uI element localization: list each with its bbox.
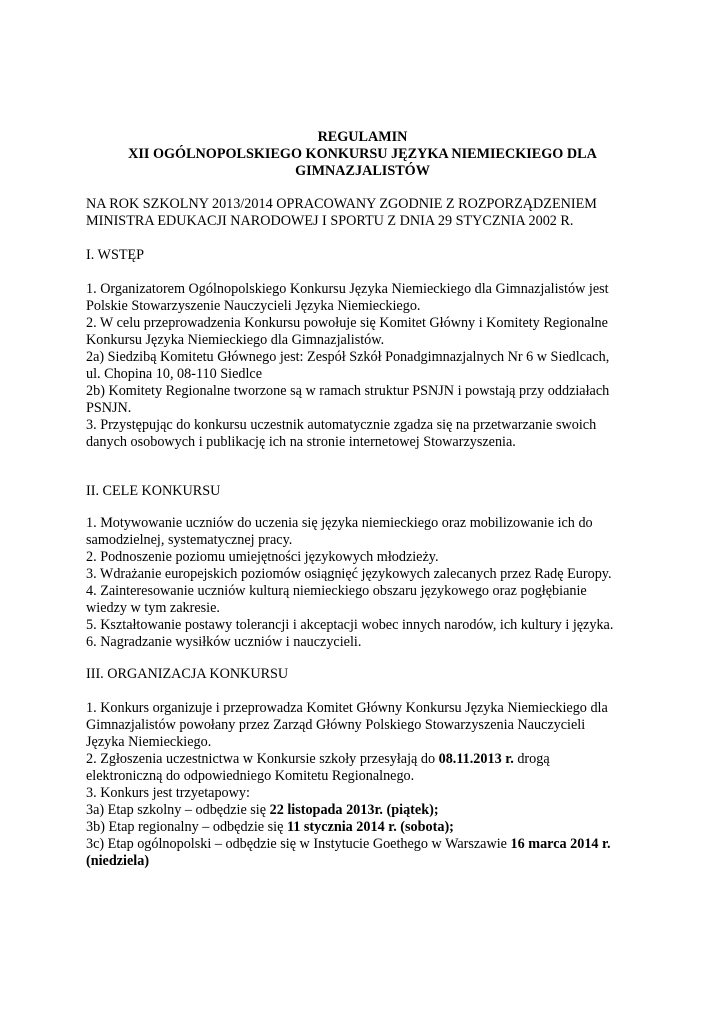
section-1-line: 2b) Komitety Regionalne tworzone są w ramach struktur PSNJN i powstają przy oddziałach [86, 383, 610, 399]
section-3-line: Gimnazjalistów powołany przez Zarząd Główny Polskiego Stowarzyszenia Nauczycieli [86, 717, 586, 733]
section-1-line: ul. Chopina 10, 08-110 Siedlce [86, 366, 263, 382]
registration-deadline: 08.11.2013 r. [438, 751, 514, 767]
title-line-2: XII OGÓLNOPOLSKIEGO KONKURSU JĘZYKA NIEMIECKIEGO DLA [128, 146, 597, 162]
section-2-line: 3. Wdrażanie europejskich poziomów osiągnięć językowych zalecanych przez Radę Europy. [86, 566, 612, 582]
section-3-body [86, 700, 646, 870]
section-3-line: elektroniczną do odpowiedniego Komitetu Regionalnego. [86, 768, 415, 784]
section-2-line: 1. Motywowanie uczniów do uczenia się języka niemieckiego oraz mobilizowanie ich do [86, 515, 593, 531]
section-1-line: 3. Przystępując do konkursu uczestnik automatycznie zgadza się na przetwarzanie swoich [86, 417, 597, 433]
stage-school-line: 3a) Etap szkolny – odbędzie się 22 listopada 2013r. (piątek); [86, 802, 439, 818]
document-title [86, 129, 639, 180]
section-1-line: 2. W celu przeprowadzenia Konkursu powołuje się Komitet Główny i Komitety Regionalne [86, 315, 608, 331]
stage-regional-date: 11 stycznia 2014 r. (sobota); [286, 819, 454, 835]
section-1-line: PSNJN. [86, 400, 132, 416]
section-2-line: 6. Nagradzanie wysiłków uczniów i nauczycieli. [86, 634, 362, 650]
section-1-line: 1. Organizatorem Ogólnopolskiego Konkursu Języka Niemieckiego dla Gimnazjalistów jest [86, 281, 609, 297]
stages-intro-line: 3. Konkurs jest trzyetapowy: [86, 785, 250, 801]
section-3-line: Języka Niemieckiego. [86, 734, 212, 750]
stage-school-date: 22 listopada 2013r. (piątek); [269, 802, 439, 818]
section-2-heading: II. CELE KONKURSU [86, 483, 221, 499]
section-3-heading: III. ORGANIZACJA KONKURSU [86, 666, 289, 682]
registration-line: 2. Zgłoszenia uczestnictwa w Konkursie szkoły przesyłają do 08.11.2013 r. drogą [86, 751, 550, 767]
intro-line-2: MINISTRA EDUKACJI NARODOWEJ I SPORTU Z DNIA 29 STYCZNIA 2002 R. [86, 213, 574, 229]
title-line-1: REGULAMIN [317, 129, 408, 145]
stage-national-day: (niedziela) [86, 853, 150, 869]
section-2-line: samodzielnej, systematycznej pracy. [86, 532, 293, 548]
section-2-line: 2. Podnoszenie poziomu umiejętności językowych młodzieży. [86, 549, 439, 565]
intro-line-1: NA ROK SZKOLNY 2013/2014 OPRACOWANY ZGODNIE Z ROZPORZĄDZENIEM [86, 196, 597, 212]
title-line-3: GIMNAZJALISTÓW [295, 163, 430, 179]
section-3-line: 1. Konkurs organizuje i przeprowadza Komitet Główny Konkursu Języka Niemieckiego dla [86, 700, 608, 716]
section-2-line: wiedzy w tym zakresie. [86, 600, 220, 616]
intro-paragraph [86, 196, 646, 230]
section-2-body [86, 515, 646, 651]
stage-national-line: 3c) Etap ogólnopolski – odbędzie się w Instytucie Goethego w Warszawie 16 marca 2014 r. [86, 836, 611, 852]
section-1-heading: I. WSTĘP [86, 247, 145, 263]
section-1-line: Konkursu Języka Niemieckiego dla Gimnazjalistów. [86, 332, 385, 348]
section-1-line: Polskie Stowarzyszenie Nauczycieli Języka Niemieckiego. [86, 298, 421, 314]
stage-national-date: 16 marca 2014 r. [510, 836, 611, 852]
section-2-line: 5. Kształtowanie postawy tolerancji i akceptacji wobec innych narodów, ich kultury i języka. [86, 617, 614, 633]
stage-regional-line: 3b) Etap regionalny – odbędzie się 11 stycznia 2014 r. (sobota); [86, 819, 454, 835]
section-2-line: 4. Zainteresowanie uczniów kulturą niemieckiego obszaru językowego oraz pogłębianie [86, 583, 587, 599]
section-1-body [86, 281, 646, 451]
section-1-line: danych osobowych i publikację ich na stronie internetowej Stowarzyszenia. [86, 434, 516, 450]
section-1-line: 2a) Siedzibą Komitetu Głównego jest: Zespół Szkół Ponadgimnazjalnych Nr 6 w Siedlcach, [86, 349, 610, 365]
